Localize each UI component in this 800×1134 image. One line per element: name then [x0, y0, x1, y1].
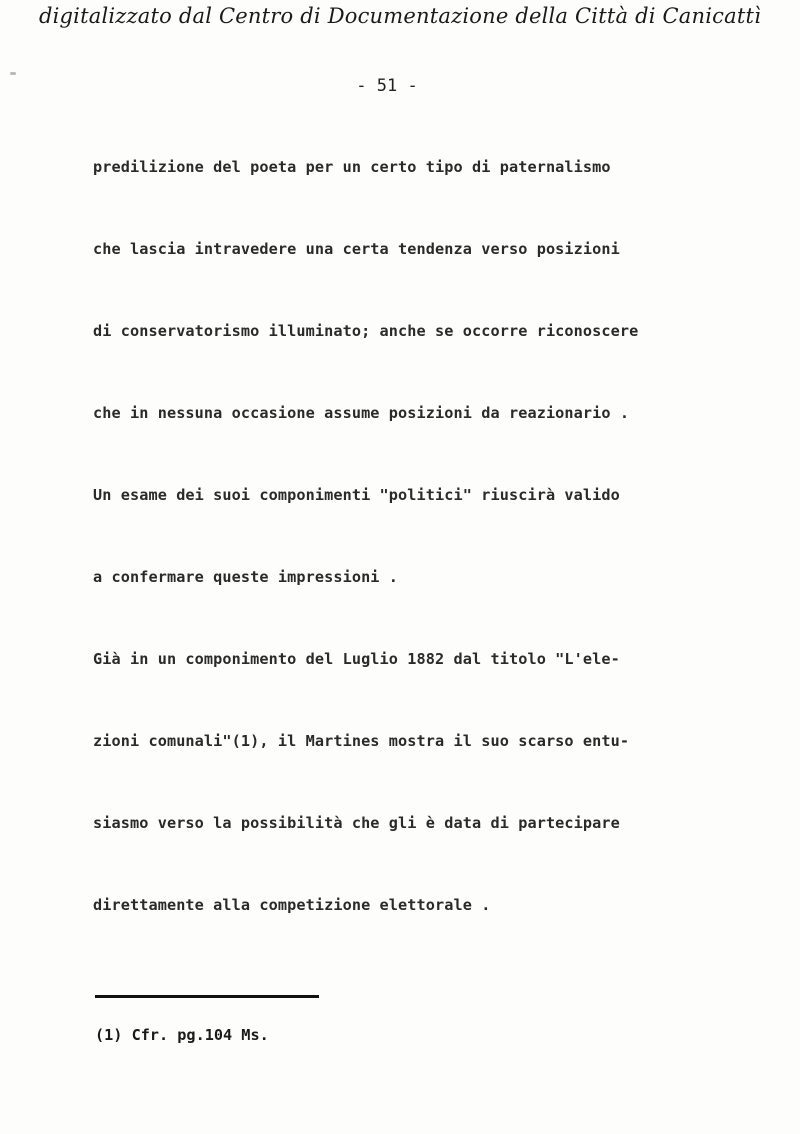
text-line: che in nessuna occasione assume posizioni da reazionario .	[93, 404, 630, 422]
digitization-watermark: digitalizzato dal Centro di Documentazione della Città di Canicattì	[38, 4, 762, 28]
page-number: - 51 -	[356, 76, 418, 96]
body-text	[93, 152, 733, 972]
text-line: Un esame dei suoi componimenti "politici" riuscirà valido	[93, 486, 620, 504]
footnote: (1) Cfr. pg.104 Ms.	[95, 1026, 269, 1044]
text-line: a confermare queste impressioni .	[93, 568, 399, 586]
text-line: predilizione del poeta per un certo tipo di paternalismo	[93, 158, 611, 176]
scan-speck	[10, 72, 16, 75]
text-line: Già in un componimento del Luglio 1882 dal titolo "L'ele-	[93, 650, 620, 668]
text-line: che lascia intravedere una certa tendenza verso posizioni	[93, 240, 620, 258]
text-line: direttamente alla competizione elettorale .	[93, 896, 491, 914]
text-line: siasmo verso la possibilità che gli è data di partecipare	[93, 814, 620, 832]
footnote-separator	[95, 995, 319, 998]
text-line: zioni comunali"(1), il Martines mostra il suo scarso entu-	[93, 732, 630, 750]
text-line: di conservatorismo illuminato; anche se occorre riconoscere	[93, 322, 639, 340]
